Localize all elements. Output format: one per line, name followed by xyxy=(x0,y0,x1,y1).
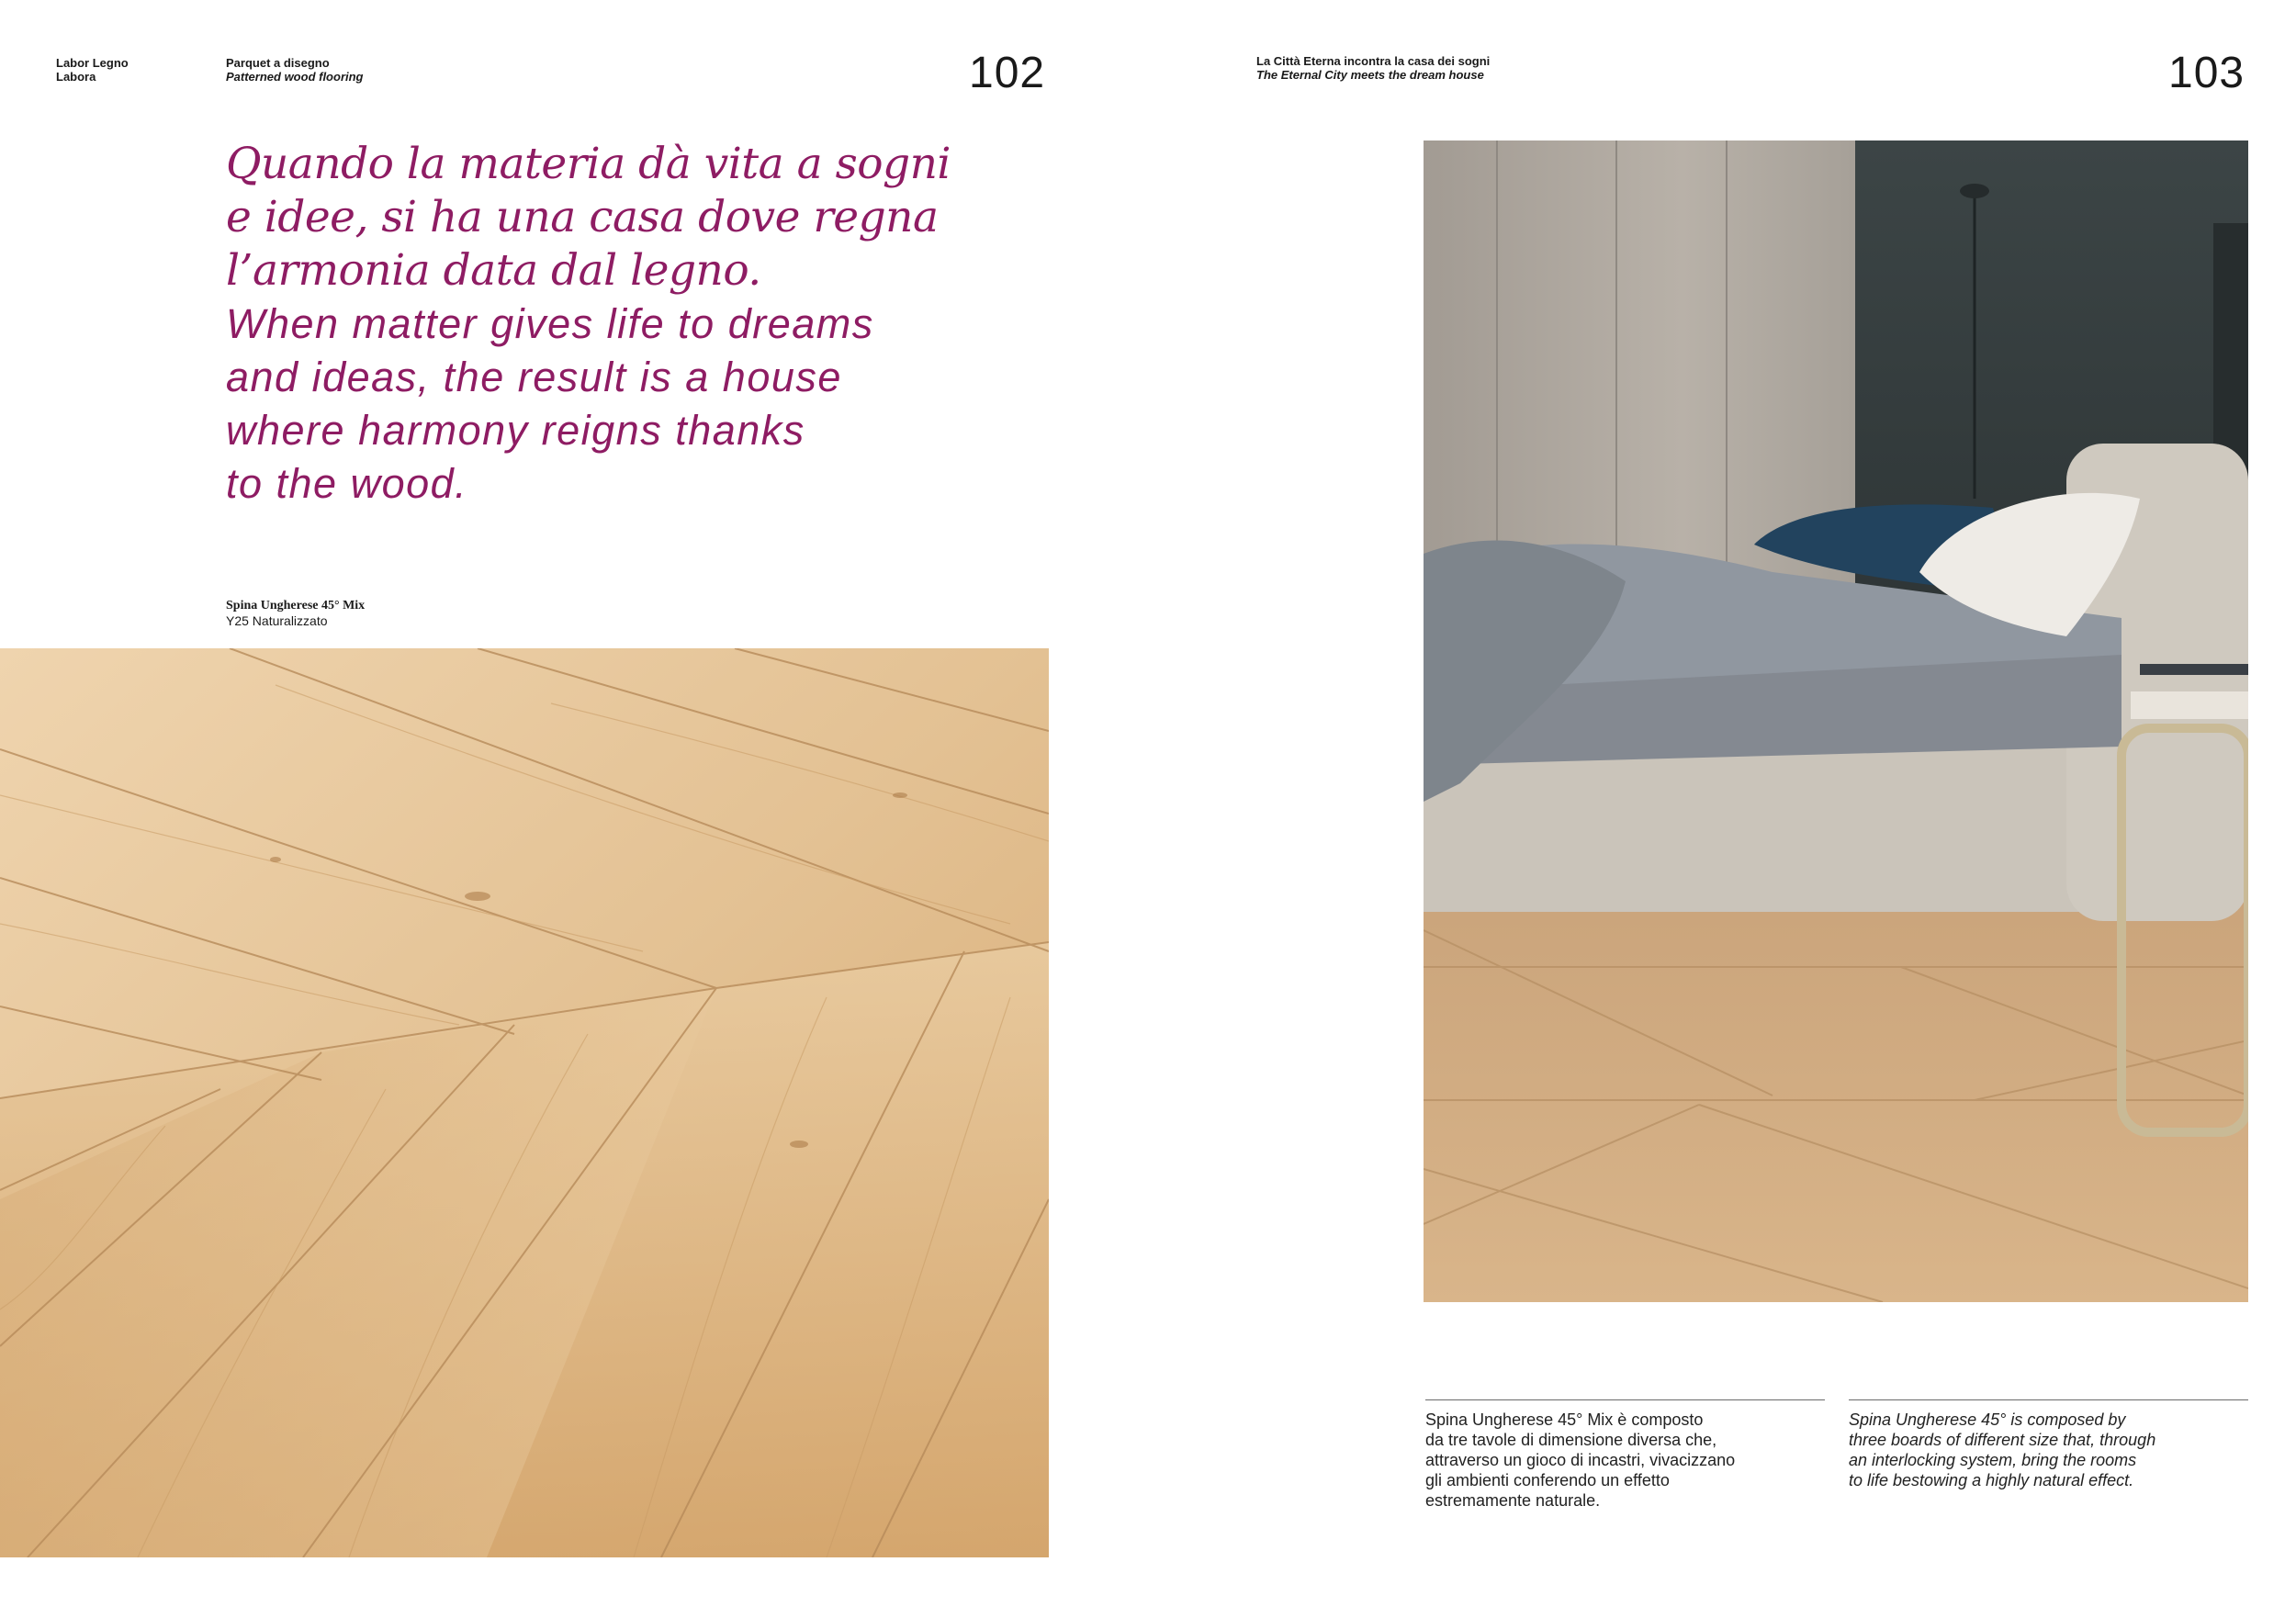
left-header-section xyxy=(226,56,364,84)
section-title-en: Patterned wood flooring xyxy=(226,70,364,84)
product-finish: Y25 Naturalizzato xyxy=(226,613,328,628)
quote-italian xyxy=(226,138,1052,298)
text-en-line: to life bestowing a highly natural effect. xyxy=(1849,1471,2134,1489)
product-caption xyxy=(226,598,365,629)
quote-en-line: to the wood. xyxy=(226,460,468,507)
brand-subname: Labora xyxy=(56,70,96,84)
quote-it-line: e idee, si ha una casa dove regna xyxy=(226,192,939,242)
text-it-line: attraverso un gioco di incastri, vivacizzano xyxy=(1425,1451,1736,1469)
article-title-en: The Eternal City meets the dream house xyxy=(1256,68,1484,82)
section-title-it: Parquet a disegno xyxy=(226,56,330,70)
pull-quote xyxy=(226,138,1052,511)
description-italian xyxy=(1425,1410,1829,1511)
quote-it-line: Quando la materia dà vita a sogni xyxy=(226,139,951,189)
page-number-right: 103 xyxy=(2168,49,2245,97)
text-it-line: gli ambienti conferendo un effetto xyxy=(1425,1471,1670,1489)
quote-en-line: and ideas, the result is a house xyxy=(226,354,842,400)
wood-floor-closeup-photo xyxy=(0,648,1049,1557)
text-it-line: estremamente naturale. xyxy=(1425,1491,1601,1510)
text-it-line: Spina Ungherese 45° Mix è composto xyxy=(1425,1410,1704,1429)
text-it-line: da tre tavole di dimensione diversa che, xyxy=(1425,1431,1717,1449)
page-number-left: 102 xyxy=(969,49,1046,97)
quote-en-line: When matter gives life to dreams xyxy=(226,300,874,347)
product-name: Spina Ungherese 45° Mix xyxy=(226,599,366,612)
quote-it-line: l’armonia data dal legno. xyxy=(226,245,761,296)
text-en-line: an interlocking system, bring the rooms xyxy=(1849,1451,2137,1469)
quote-english xyxy=(226,298,1052,511)
right-header-title xyxy=(1256,54,1490,82)
bedroom-image xyxy=(1424,140,2248,1302)
rule-left-column xyxy=(1425,1399,1825,1400)
description-english xyxy=(1849,1410,2253,1490)
bedroom-interior-photo xyxy=(1424,140,2248,1302)
rule-right-column xyxy=(1849,1399,2248,1400)
quote-en-line: where harmony reigns thanks xyxy=(226,407,805,454)
article-title-it: La Città Eterna incontra la casa dei sogni xyxy=(1256,54,1491,68)
text-en-line: Spina Ungherese 45° is composed by xyxy=(1849,1410,2126,1429)
text-en-line: three boards of different size that, through xyxy=(1849,1431,2156,1449)
left-header-brand xyxy=(56,56,129,84)
brand-name: Labor Legno xyxy=(56,56,129,70)
wood-floor-image xyxy=(0,648,1049,1557)
